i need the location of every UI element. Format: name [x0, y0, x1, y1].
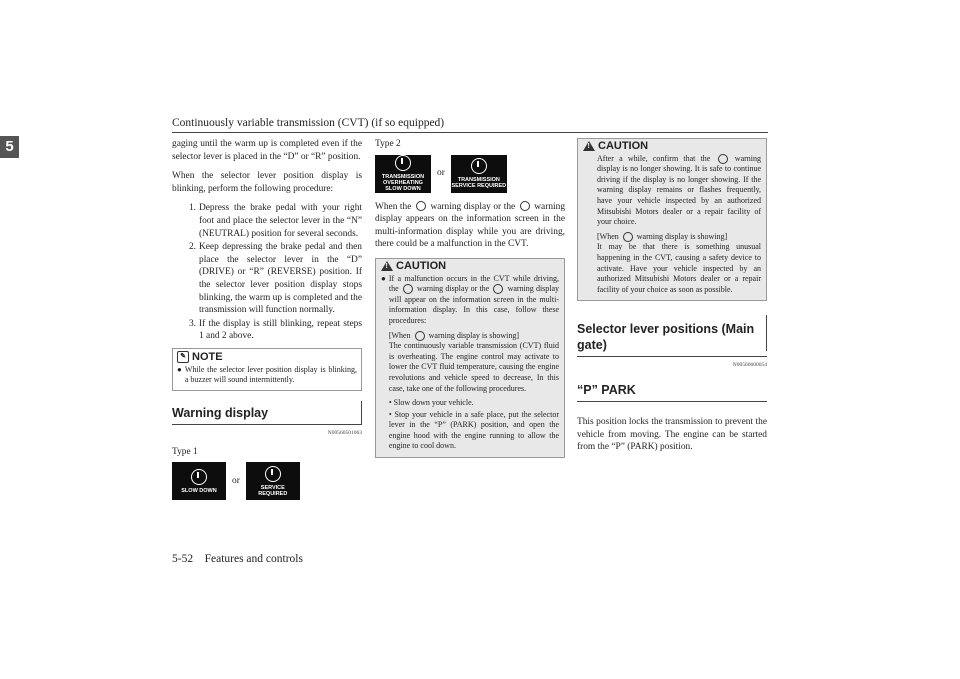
- header-rule: [172, 132, 768, 133]
- note-title: NOTE: [192, 350, 223, 363]
- display-overheating: TRANSMISSION OVERHEATING SLOW DOWN: [375, 155, 431, 193]
- warning-icon: [415, 331, 425, 341]
- warning-icon: [395, 155, 411, 171]
- reference-code: N00560600054: [732, 362, 767, 369]
- chapter-tab: 5: [0, 136, 19, 158]
- list-item: 2. Keep depressing the brake pedal and then place the selector lever in the “D” (DRIVE) or “R” (REVERSE) position. If the selector lever position display stops blinking, the warm up is completed and the transmission will function normally.: [188, 242, 362, 316]
- column-3: [577, 138, 767, 461]
- display-service-required: SERVICE REQUIRED: [246, 462, 300, 500]
- warning-icon: [520, 201, 530, 211]
- warning-icon: [471, 158, 487, 174]
- bullet-icon: ●: [381, 273, 386, 283]
- type2-displays: [375, 155, 565, 193]
- list-item: 1. Depress the brake pedal with your right foot and place the selector lever in the “N” (NEUTRAL) position for several seconds.: [188, 203, 362, 239]
- caution-title: CAUTION: [598, 140, 649, 152]
- note-text: While the selector lever position display is blinking, a buzzer will sound intermittently.: [184, 364, 357, 385]
- caution-box: ! CAUTION ● If a malfunction occurs in the CVT while driving, the warning display or the warning display will appear on the information screen in the multi-information display. In this case, follow these procedures: [When warning display is showing] The continuously variable transmission (CVT) fluid is overheating. The engine control may activate to lower the CVT fluid temperature, causing the engine revolutions and vehicle speed to decrease, In this case, take one of the following procedures. • Slow down your vehicle. • Stop your vehicle in a safe place, put the selector lever in the “P” (PARK) position, and open the engine hood with the engine running to allow the engine to cool down.: [375, 258, 565, 458]
- section-heading: Selector lever positions (Main gate): [577, 321, 767, 357]
- type1-displays: [172, 462, 362, 500]
- type1-label: Type 1: [172, 446, 198, 457]
- caution-title: CAUTION: [396, 259, 447, 272]
- caution-box: ! CAUTION After a while, confirm that the warning display is no longer showing. It is safe to continue driving if the display is no longer showing. If the warning display remains or flashes frequently, have your vehicle inspected by an authorized Mitsubishi Motors dealer or a repair facility of your choice. [When warning display is showing] It may be that there is something unusual happening in the CVT, causing a safety device to activate. Have your vehicle inspected by an authorized Mitsubishi Motors dealer or a repair facility of your choice as soon as possible.: [577, 138, 767, 301]
- paragraph: When the selector lever position display is blinking, perform the following procedure:: [172, 171, 362, 194]
- warning-icon: [191, 469, 207, 485]
- note-icon: ✎: [177, 351, 189, 363]
- warning-icon: [623, 232, 633, 242]
- paragraph: gaging until the warm up is completed even if the selector lever is placed in the “D” or “R” position.: [172, 139, 362, 162]
- caution-icon: [381, 261, 393, 271]
- paragraph: When the warning display or the warning display appears on the information screen in the multi-information display while you are driving, there could be a malfunction in the CVT.: [375, 201, 566, 250]
- paragraph: This position locks the transmission to prevent the vehicle from moving. The engine can be started from the “P” (PARK) position.: [577, 416, 767, 453]
- dash-item: • Stop your vehicle in a safe place, put the selector lever in the “P” (PARK) position, and open the engine hood with the engine running to allow the engine to cool down.: [388, 409, 559, 451]
- warning-icon: [403, 284, 413, 294]
- list-item: 3. If the display is still blinking, repeat steps 1 and 2 above.: [188, 318, 362, 342]
- column-2: [375, 138, 565, 458]
- section-heading: Warning display: [172, 405, 362, 425]
- dash-item: • Slow down your vehicle.: [388, 398, 474, 408]
- subheading: “P” PARK: [577, 382, 767, 402]
- column-1: [172, 138, 362, 500]
- warning-icon: [416, 201, 426, 211]
- procedure-steps: [172, 202, 362, 343]
- bullet-icon: ●: [177, 364, 182, 374]
- or-label: or: [437, 168, 445, 179]
- reference-code: N00560501063: [327, 429, 362, 436]
- type2-label: Type 2: [375, 139, 401, 149]
- or-label: or: [232, 475, 240, 486]
- caution-icon: [583, 141, 595, 151]
- warning-icon: [265, 466, 281, 482]
- page-header-title: Continuously variable transmission (CVT) (if so equipped): [172, 117, 445, 129]
- display-slow-down: SLOW DOWN: [172, 462, 226, 500]
- note-box: [172, 348, 362, 391]
- page-footer: 5-52 Features and controls: [172, 553, 303, 565]
- warning-icon: [493, 284, 503, 294]
- warning-icon: [718, 154, 728, 164]
- display-service: TRANSMISSION SERVICE REQUIRED: [451, 155, 507, 193]
